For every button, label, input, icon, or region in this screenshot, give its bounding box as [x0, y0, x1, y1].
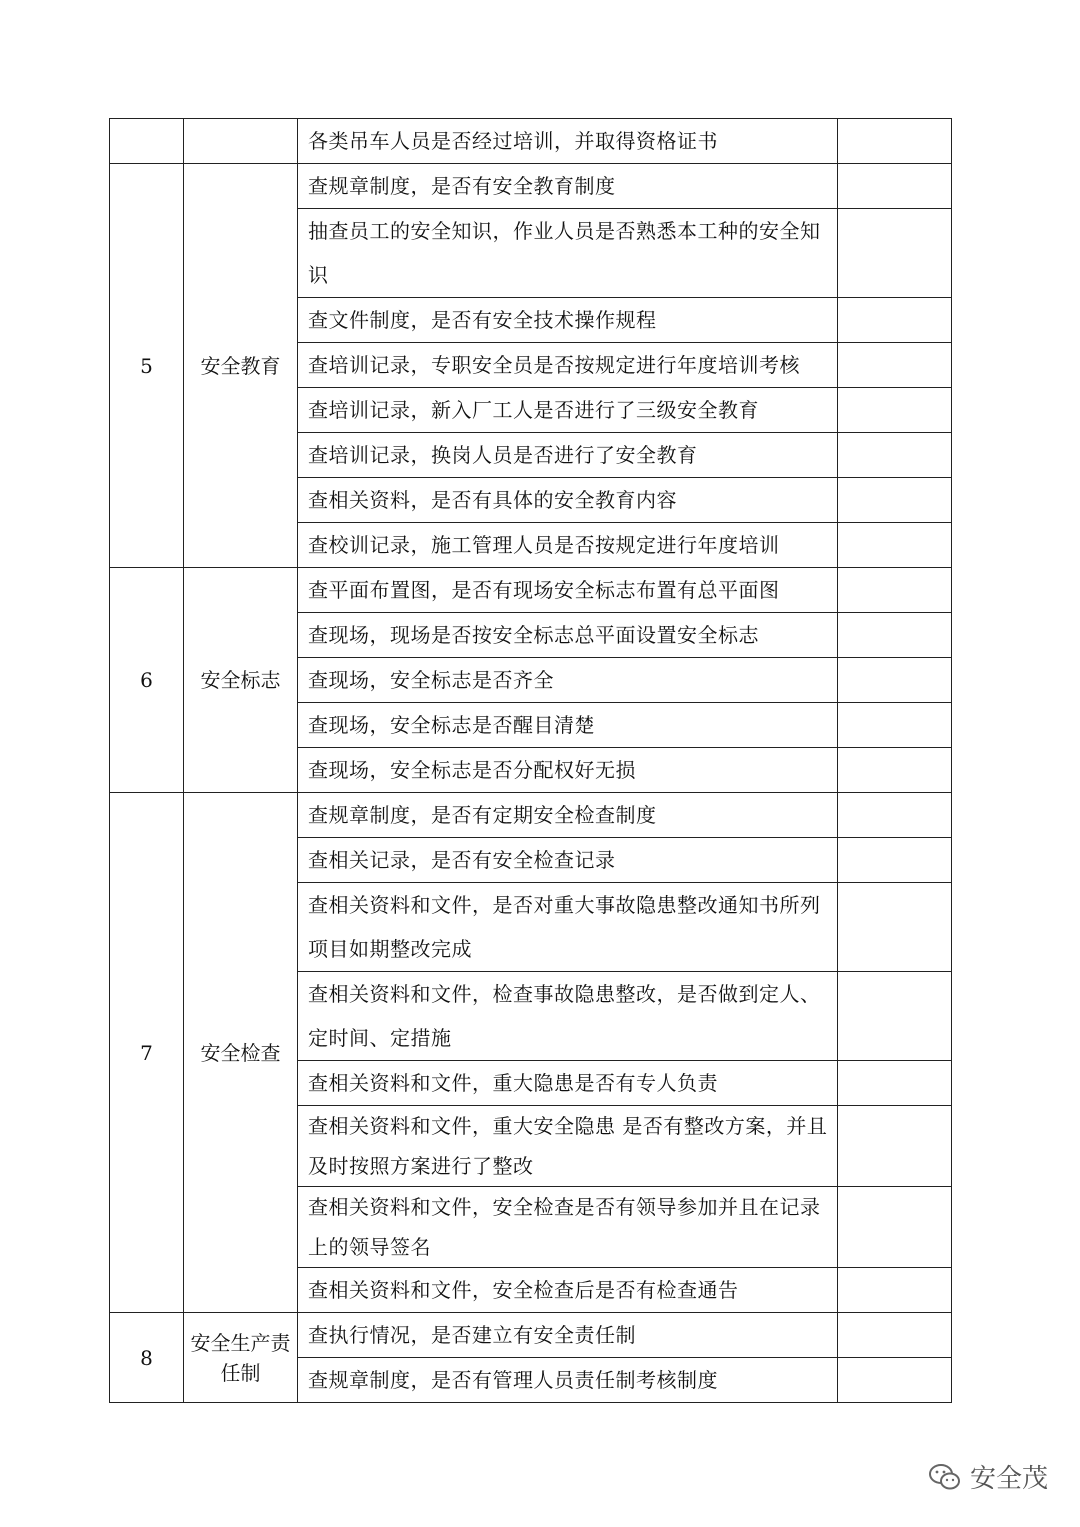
check-content: 查相关资料和文件，安全检查后是否有检查通告	[298, 1268, 838, 1313]
result-cell	[838, 388, 952, 433]
check-content: 查培训记录，专职安全员是否按规定进行年度培训考核	[298, 343, 838, 388]
section-item: 安全生产责任制	[184, 1313, 298, 1403]
check-content: 各类吊车人员是否经过培训，并取得资格证书	[298, 119, 838, 164]
table-row	[110, 164, 952, 209]
section-item: 安全检查	[184, 793, 298, 1313]
check-content: 查现场，安全标志是否醒目清楚	[298, 703, 838, 748]
check-content: 查规章制度，是否有安全教育制度	[298, 164, 838, 209]
check-content: 查培训记录，换岗人员是否进行了安全教育	[298, 433, 838, 478]
result-cell	[838, 478, 952, 523]
check-content: 抽查员工的安全知识，作业人员是否熟悉本工种的安全知识	[298, 209, 838, 298]
check-content: 查执行情况，是否建立有安全责任制	[298, 1313, 838, 1358]
result-cell	[838, 703, 952, 748]
result-cell	[838, 1061, 952, 1106]
section-number	[110, 119, 184, 164]
result-cell	[838, 1313, 952, 1358]
check-content: 查现场，现场是否按安全标志总平面设置安全标志	[298, 613, 838, 658]
result-cell	[838, 883, 952, 972]
check-content: 查相关资料和文件，重大安全隐患 是否有整改方案，并且及时按照方案进行了整改	[298, 1106, 838, 1187]
result-cell	[838, 119, 952, 164]
check-content: 查现场，安全标志是否分配权好无损	[298, 748, 838, 793]
table-row	[110, 568, 952, 613]
watermark-text: 安全茂	[970, 1464, 1049, 1494]
result-cell	[838, 1106, 952, 1187]
check-content: 查平面布置图，是否有现场安全标志布置有总平面图	[298, 568, 838, 613]
watermark	[928, 1458, 1048, 1495]
result-cell	[838, 748, 952, 793]
table-row	[110, 1313, 952, 1358]
check-content: 查相关资料和文件，重大隐患是否有专人负责	[298, 1061, 838, 1106]
safety-checklist-table	[109, 118, 952, 1403]
result-cell	[838, 568, 952, 613]
result-cell	[838, 838, 952, 883]
result-cell	[838, 1187, 952, 1268]
check-content: 查相关资料和文件，检查事故隐患整改，是否做到定人、定时间、定措施	[298, 972, 838, 1061]
result-cell	[838, 972, 952, 1061]
check-content: 查规章制度，是否有管理人员责任制考核制度	[298, 1358, 838, 1403]
table-row	[110, 793, 952, 838]
section-number: 5	[110, 164, 184, 568]
check-content: 查校训记录，施工管理人员是否按规定进行年度培训	[298, 523, 838, 568]
result-cell	[838, 209, 952, 298]
wechat-icon	[928, 1462, 962, 1492]
section-item: 安全标志	[184, 568, 298, 793]
check-content: 查相关资料，是否有具体的安全教育内容	[298, 478, 838, 523]
section-number: 7	[110, 793, 184, 1313]
result-cell	[838, 523, 952, 568]
result-cell	[838, 164, 952, 209]
table-row	[110, 119, 952, 164]
check-content: 查相关记录，是否有安全检查记录	[298, 838, 838, 883]
check-content: 查相关资料和文件，是否对重大事故隐患整改通知书所列项目如期整改完成	[298, 883, 838, 972]
section-item	[184, 119, 298, 164]
check-content: 查现场，安全标志是否齐全	[298, 658, 838, 703]
result-cell	[838, 658, 952, 703]
result-cell	[838, 1358, 952, 1403]
result-cell	[838, 1268, 952, 1313]
section-number: 6	[110, 568, 184, 793]
check-content: 查培训记录，新入厂工人是否进行了三级安全教育	[298, 388, 838, 433]
result-cell	[838, 298, 952, 343]
result-cell	[838, 613, 952, 658]
check-content: 查文件制度，是否有安全技术操作规程	[298, 298, 838, 343]
result-cell	[838, 793, 952, 838]
result-cell	[838, 433, 952, 478]
result-cell	[838, 343, 952, 388]
section-item: 安全教育	[184, 164, 298, 568]
check-content: 查规章制度，是否有定期安全检查制度	[298, 793, 838, 838]
check-content: 查相关资料和文件，安全检查是否有领导参加并且在记录上的领导签名	[298, 1187, 838, 1268]
section-number: 8	[110, 1313, 184, 1403]
